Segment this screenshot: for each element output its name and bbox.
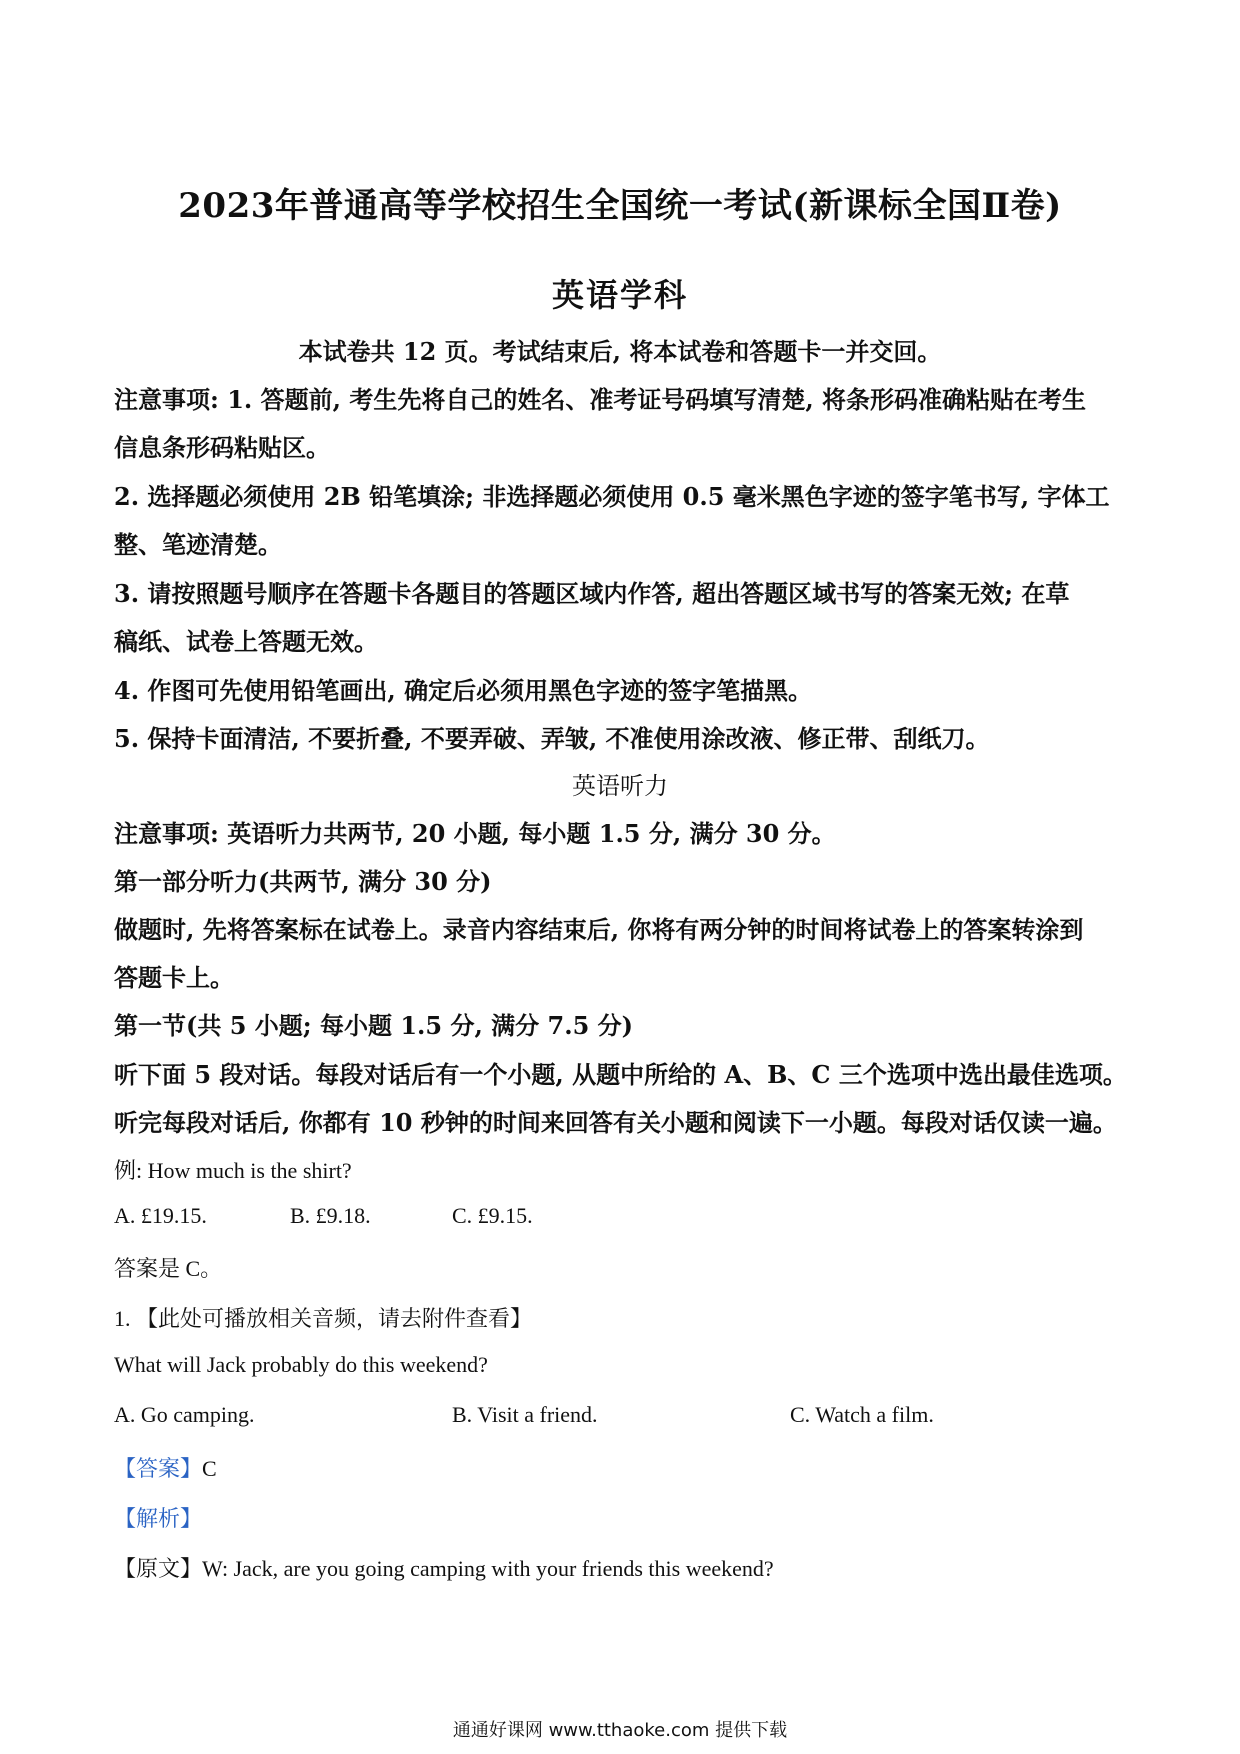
- note-2-line-1: 2. 选择题必须使用 2B 铅笔填涂; 非选择题必须使用 0.5 毫米黑色字迹的签字笔书写, 字体工: [114, 482, 1110, 511]
- q1-option-b: B. Visit a friend.: [452, 1402, 598, 1427]
- note-1-line-1: 注意事项: 1. 答题前, 考生先将自己的姓名、准考证号码填写清楚, 将条形码准确粘贴在考生: [114, 385, 1087, 414]
- section-1-instruction-line-1: 听下面 5 段对话。每段对话后有一个小题, 从题中所给的 A、B、C 三个选项中选出最佳选项。: [114, 1060, 1127, 1089]
- example-question: 例: How much is the shirt?: [114, 1158, 352, 1183]
- example-option-a: A. £19.15.: [114, 1203, 207, 1228]
- listening-note: 注意事项: 英语听力共两节, 20 小题, 每小题 1.5 分, 满分 30 分。: [114, 819, 836, 848]
- section-1-heading: 第一节(共 5 小题; 每小题 1.5 分, 满分 7.5 分): [114, 1011, 633, 1040]
- note-3-line-1: 3. 请按照题号顺序在答题卡各题目的答题区域内作答, 超出答题区域书写的答案无效; 在草: [114, 579, 1070, 608]
- example-option-b: B. £9.18.: [290, 1203, 371, 1228]
- q1-answer: [114, 1452, 1134, 1483]
- page-footer: 通通好课网 www.tthaoke.com 提供下载: [452, 1720, 788, 1741]
- answer-label: 【答案】: [114, 1456, 203, 1481]
- q1-option-c: C. Watch a film.: [790, 1402, 934, 1427]
- exam-intro: 本试卷共 12 页。考试结束后, 将本试卷和答题卡一并交回。: [298, 337, 942, 366]
- part-1-instruction-line-2: 答题卡上。: [114, 963, 234, 992]
- note-3-line-2: 稿纸、试卷上答题无效。: [114, 627, 378, 656]
- note-4: 4. 作图可先使用铅笔画出, 确定后必须用黑色字迹的签字笔描黑。: [114, 676, 813, 705]
- exam-title: 2023年普通高等学校招生全国统一考试(新课标全国Ⅱ卷): [178, 186, 1062, 226]
- q1-original-text: 【原文】W: Jack, are you going camping with your friends this weekend?: [114, 1556, 774, 1581]
- example-option-c: C. £9.15.: [452, 1203, 533, 1228]
- example-answer: 答案是 C。: [114, 1256, 223, 1281]
- subject-title: 英语学科: [551, 276, 688, 314]
- note-1-line-2: 信息条形码粘贴区。: [114, 433, 330, 462]
- section-1-instruction-line-2: 听完每段对话后, 你都有 10 秒钟的时间来回答有关小题和阅读下一小题。每段对话仅读一遍。: [114, 1108, 1117, 1137]
- q1-question: What will Jack probably do this weekend?: [114, 1352, 488, 1377]
- part-1-heading: 第一部分听力(共两节, 满分 30 分): [114, 867, 492, 896]
- listening-heading: 英语听力: [572, 772, 668, 800]
- answer-value: C: [202, 1456, 217, 1481]
- q1-option-a: A. Go camping.: [114, 1402, 255, 1427]
- q1-audio-note: 1. 【此处可播放相关音频，请去附件查看】: [114, 1306, 533, 1331]
- note-2-line-2: 整、笔迹清楚。: [114, 530, 282, 559]
- q1-analysis-label: 【解析】: [114, 1506, 203, 1531]
- note-5: 5. 保持卡面清洁, 不要折叠, 不要弄破、弄皱, 不准使用涂改液、修正带、刮纸刀。: [114, 724, 990, 753]
- part-1-instruction-line-1: 做题时, 先将答案标在试卷上。录音内容结束后, 你将有两分钟的时间将试卷上的答案转涂到: [114, 915, 1084, 944]
